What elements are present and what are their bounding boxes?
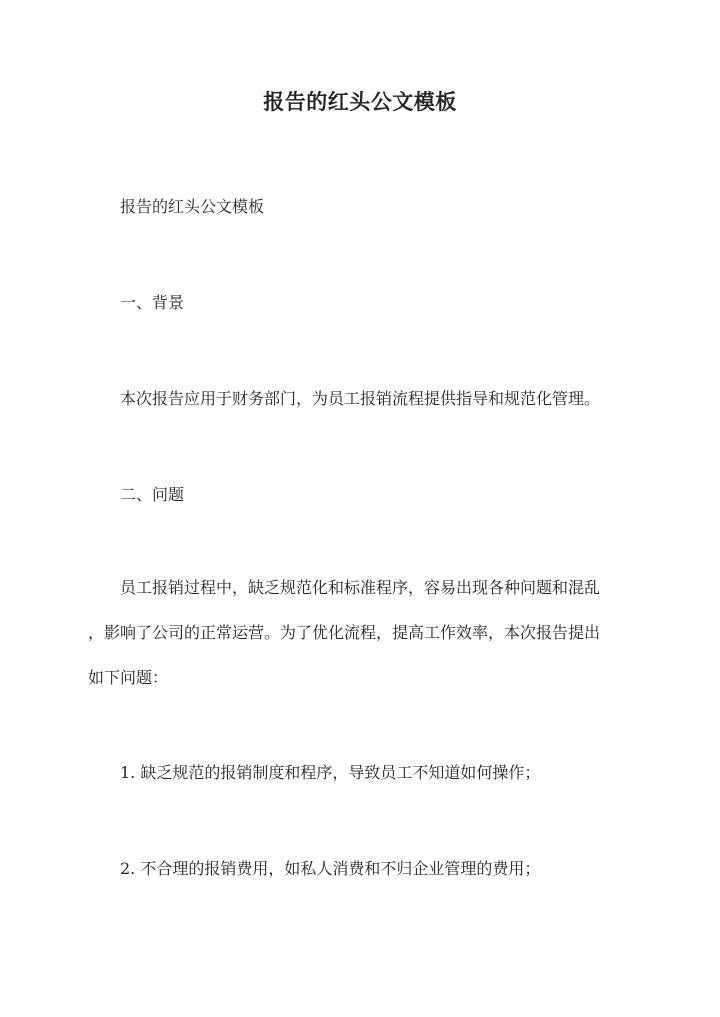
paragraph-line: 员工报销过程中，缺乏规范化和标准程序，容易出现各种问题和混乱 [120, 578, 601, 597]
list-item-2: 2. 不合理的报销费用，如私人消费和不归企业管理的费用； [120, 859, 541, 878]
paragraph-line: ，影响了公司的正常运营。为了优化流程，提高工作效率，本次报告提出 [88, 623, 601, 642]
section-heading-problems: 二、问题 [120, 485, 185, 504]
document-subtitle: 报告的红头公文模板 [120, 197, 265, 216]
section-heading-background: 一、背景 [120, 293, 185, 312]
paragraph-line: 如下问题： [88, 668, 169, 687]
list-item-1: 1. 缺乏规范的报销制度和程序，导致员工不知道如何操作； [120, 763, 541, 782]
section-text-background: 本次报告应用于财务部门，为员工报销流程提供指导和规范化管理。 [120, 389, 601, 408]
problems-paragraph [88, 577, 633, 689]
page-title: 报告的红头公文模板 [263, 89, 457, 114]
